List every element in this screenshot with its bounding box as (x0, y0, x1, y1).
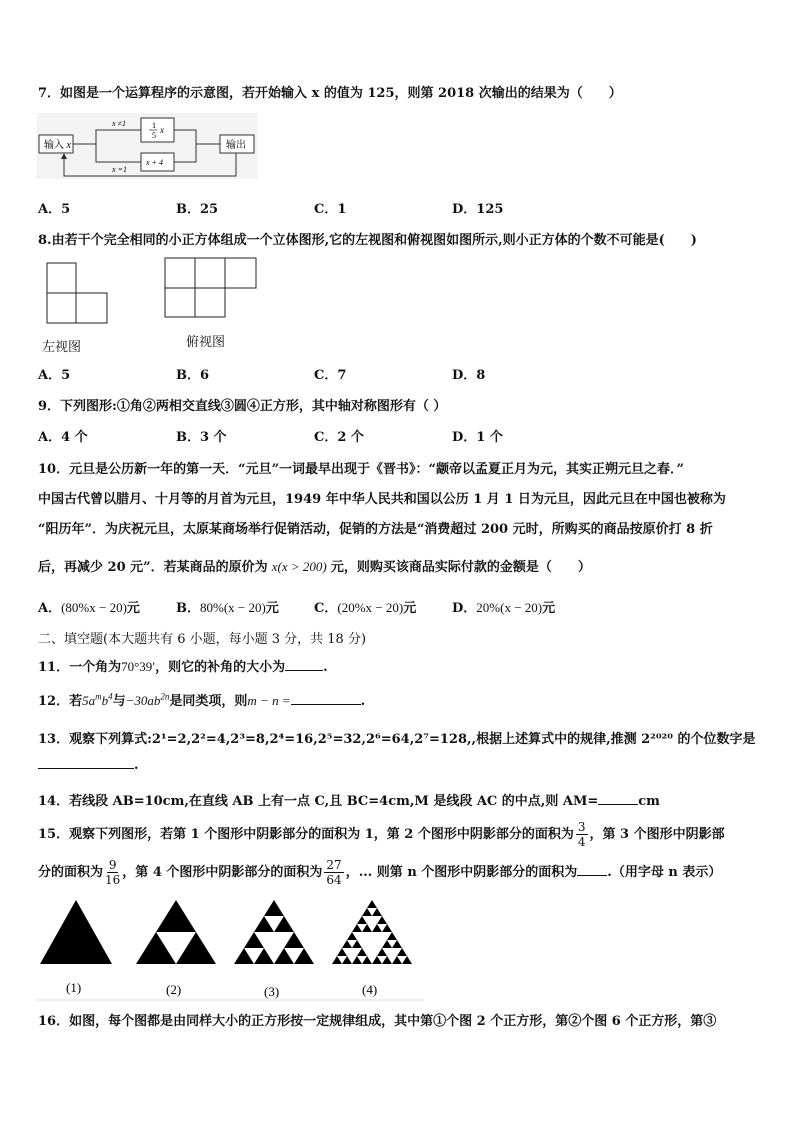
q12-a: 12．若 (38, 694, 83, 709)
figure-1-triangle (40, 900, 112, 964)
q10-option-b-label: B． (176, 601, 200, 616)
q14-b: cm (638, 794, 660, 809)
q10-option-b-expr: 80%(x − 20) (200, 600, 266, 615)
flow-cond-bottom: x =1 (112, 165, 127, 174)
q15-frac-3 (324, 858, 343, 887)
q8-option-d[interactable]: D．8 (452, 368, 486, 383)
q12-expr: m − n = (247, 693, 291, 708)
q7-flowchart (36, 112, 258, 180)
q11-angle: 70°39′ (121, 659, 156, 674)
q10-line3: “阳历年”．为庆祝元旦，太原某商场举行促销活动，促销的方法是“消费超过 200 元时，所购买的商品按原价打 8 折 (38, 522, 713, 537)
q10-option-c-label: C． (314, 601, 338, 616)
q8-top-view-label: 俯视图 (186, 334, 226, 349)
section-2-heading: 二、填空题(本大题共有 6 小题，每小题 3 分，共 18 分) (38, 632, 367, 647)
q10-line4-b: 元，则购买该商品实际付款的金额是（ ） (330, 560, 591, 575)
q15-frac-2-den: 16 (105, 873, 121, 887)
flow-op-top-box (141, 118, 174, 142)
q10-option-a-label: A． (38, 601, 62, 616)
q12-answer-blank[interactable] (291, 704, 361, 705)
q9-option-d[interactable]: D．1 个 (452, 430, 503, 445)
q10-option-c[interactable] (314, 597, 416, 616)
q9-option-b[interactable]: B．3 个 (176, 430, 227, 445)
q12-term1-exp: m (95, 691, 102, 702)
figure-3-triangle (234, 900, 314, 964)
q12-term1-b: b (101, 693, 109, 708)
q15-l2c: ，... 则第 n 个图形中阴影部分的面积为 (345, 865, 578, 880)
figure-2-label: (2) (166, 982, 182, 997)
q8-stem: 8.由若干个完全相同的小正方体组成一个立体图形,它的左视图和俯视图如图所示,则小正方体的个数不可能是( ) (38, 233, 697, 248)
q11-answer-blank[interactable] (285, 670, 323, 671)
q15-answer-blank[interactable] (577, 875, 607, 876)
q15-l2a: 分的面积为 (38, 865, 104, 880)
q15-l2b: ，第 4 个图形中阴影部分的面积为 (122, 865, 323, 880)
q15-frac-2 (105, 858, 120, 887)
q8-option-a[interactable]: A．5 (38, 368, 71, 383)
q12-c: . (360, 694, 366, 709)
figure-3-label: (3) (264, 984, 280, 999)
q12-b: 是同类项，则 (169, 694, 248, 709)
q10-option-b-unit: 元 (265, 601, 279, 616)
q11-a: 11．一个角为 (38, 660, 122, 675)
q10-option-d-expr: 20%(x − 20) (476, 600, 543, 615)
q15-sierpinski-figures (36, 896, 424, 1004)
q11-b: ，则它的补角的大小为 (155, 660, 286, 675)
q7-option-a[interactable]: A．5 (38, 202, 71, 217)
q10-line2: 中国古代曾以腊月、十月等的月首为元旦，1949 年中华人民共和国以公历 1 月 1 日为元旦，因此元旦在中国也被称为 (38, 492, 726, 507)
q14-answer-blank[interactable] (598, 804, 638, 805)
q10-option-d-unit: 元 (542, 601, 556, 616)
q7-option-d[interactable]: D．125 (452, 202, 504, 217)
q13-answer-blank[interactable] (38, 768, 134, 769)
flow-input-label: 输入 (44, 140, 64, 151)
svg-text:输入 x (44, 138, 72, 151)
q12-term2-exp: 2n (160, 691, 170, 702)
q9-option-a[interactable]: A．4 个 (38, 430, 88, 445)
q10-line4-math: x(x > 200) (271, 559, 327, 574)
q7-stem: 7．如图是一个运算程序的示意图，若开始输入 x 的值为 125，则第 2018 次输出的结果为（ ） (38, 86, 622, 101)
q13-end: . (134, 758, 139, 773)
flow-input-var: x (66, 140, 71, 151)
q15-frac-2-num: 9 (108, 858, 117, 872)
q10-option-c-expr: (20%x − 20) (337, 600, 404, 615)
q15-frac-1 (576, 820, 588, 849)
q15-frac-3-num: 27 (326, 858, 342, 872)
flow-op-bottom: x + 4 (146, 158, 163, 167)
q12-term1-b-exp: 4 (108, 691, 113, 702)
figure-1-label: (1) (66, 980, 82, 995)
q14-a: 14．若线段 AB=10cm,在直线 AB 上有一点 C,且 BC=4cm,M 是线段 AC 的中点,则 AM= (38, 794, 599, 809)
flow-op-top-num: 1 (152, 121, 156, 130)
flow-cond-top: x ≠1 (112, 119, 126, 128)
q15-frac-1-den: 4 (577, 835, 586, 849)
q10-option-c-unit: 元 (403, 601, 417, 616)
q10-option-d-label: D． (452, 601, 477, 616)
q8-option-b[interactable]: B．6 (176, 368, 210, 383)
q7-option-c[interactable]: C．1 (314, 202, 347, 217)
q12-term1: 5a (82, 693, 96, 708)
q13-line1: 13．观察下列算式:2¹=2,2²=4,2³=8,2⁴=16,2⁵=32,2⁶=64,2⁷=128,,根据上述算式中的规律,推测 2²⁰²⁰ 的个位数字是 (38, 732, 756, 747)
q15-l1b: ，第 3 个图形中阴影部 (589, 827, 725, 842)
q10-option-a-expr: (80%x − 20) (61, 600, 127, 615)
q15-frac-1-num: 3 (577, 820, 586, 834)
q11-c: . (323, 660, 328, 675)
q9-stem: 9．下列图形:①角②两相交直线③圆④正方形，其中轴对称图形有（ ） (38, 399, 447, 414)
q8-top-view (164, 257, 258, 319)
figure-4-triangle (332, 900, 412, 964)
q10-option-b[interactable] (176, 597, 279, 616)
q12-term2: −30ab (125, 693, 161, 708)
q10-option-a[interactable] (38, 597, 140, 616)
q8-left-view (46, 262, 110, 326)
flow-output-label: 输出 (226, 140, 246, 151)
q15-frac-3-den: 64 (326, 873, 342, 887)
q10-line1: 10．元旦是公历新一年的第一天．“元旦”一词最早出现于《晋书》：“颛帝以孟夏正月为元，其实正朔元旦之春．” (38, 462, 685, 477)
q12-mid: 与 (112, 694, 126, 709)
q15-l1a: 15．观察下列图形，若第 1 个图形中阴影部分的面积为 1，第 2 个图形中阴影部分的面积为 (38, 827, 574, 842)
q16-line1: 16．如图，每个图都是由同样大小的正方形按一定规律组成，其中第①个图 2 个正方形，第②个图 6 个正方形，第③ (38, 1014, 717, 1029)
q15-l2d: .（用字母 n 表示） (607, 865, 722, 880)
figure-4-label: (4) (362, 982, 378, 997)
q8-option-c[interactable]: C．7 (314, 368, 347, 383)
q10-option-d[interactable] (452, 597, 555, 616)
q9-option-c[interactable]: C．2 个 (314, 430, 364, 445)
figure-2-triangle (136, 900, 216, 964)
q8-left-view-label: 左视图 (42, 339, 82, 354)
q10-line4-a: 后，再减少 20 元”．若某商品的原价为 (38, 560, 268, 575)
q7-option-b[interactable]: B．25 (176, 202, 219, 217)
q10-option-a-unit: 元 (126, 601, 140, 616)
flow-op-top-den: 5 (152, 131, 156, 140)
flow-op-top-var: x (160, 125, 164, 135)
